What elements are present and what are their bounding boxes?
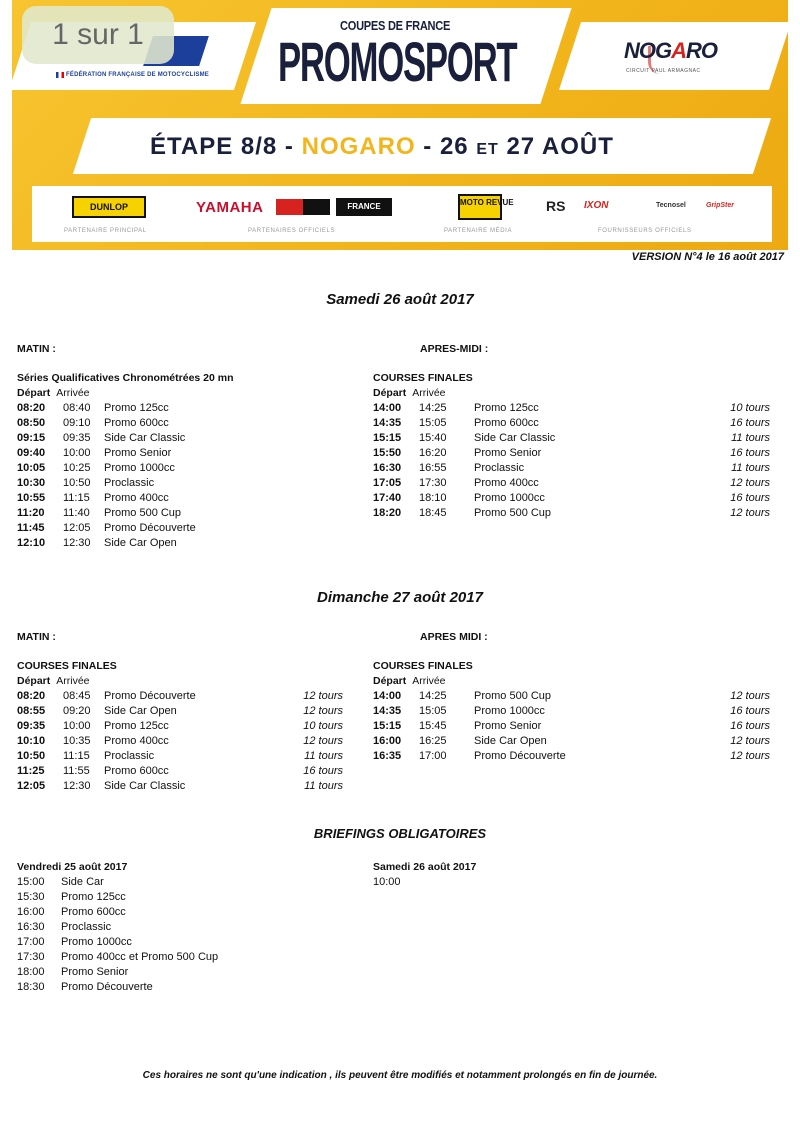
arrivee-time: 12:30: [63, 780, 91, 792]
table-row: [17, 431, 357, 446]
sun-matin-colheads: Départ Arrivée: [17, 675, 90, 687]
race-name: Promo 125cc: [474, 402, 539, 414]
table-row: [17, 764, 357, 779]
list-item: [17, 905, 357, 920]
list-item: [17, 980, 357, 995]
table-row: [17, 734, 357, 749]
sunday-title: Dimanche 27 août 2017: [317, 589, 483, 606]
arrivee-time: 12:05: [63, 522, 91, 534]
race-name: Promo 500 Cup: [474, 507, 552, 519]
race-name: Promo Senior: [474, 720, 542, 732]
list-item: [17, 875, 357, 890]
arrivee-time: 11:55: [63, 765, 90, 777]
briefing-time: 15:00: [17, 876, 45, 888]
laps: 12 tours: [730, 750, 770, 762]
arrivee-time: 16:55: [419, 462, 447, 474]
race-name: Promo 125cc: [104, 402, 169, 414]
france-logo: FRANCE: [336, 198, 392, 216]
depart-time: 12:05: [17, 780, 46, 792]
table-row: [373, 446, 773, 461]
race-name: Promo Découverte: [474, 750, 566, 762]
table-row: [373, 416, 773, 431]
page-indicator: 1 sur 1: [22, 6, 174, 64]
briefing-category: Promo 1000cc: [61, 936, 132, 948]
race-name: Promo 400cc: [104, 492, 169, 504]
briefing-saturday-rows: [373, 875, 713, 890]
arrivee-time: 10:50: [63, 477, 91, 489]
arrivee-time: 15:05: [419, 705, 447, 717]
depart-time: 16:00: [373, 735, 402, 747]
laps: 16 tours: [730, 705, 770, 717]
briefings-title: BRIEFINGS OBLIGATOIRES: [313, 826, 487, 841]
arrivee-time: 09:10: [63, 417, 91, 429]
dunlop-logo: DUNLOP: [72, 196, 146, 218]
sat-matin-colheads: Départ Arrivée: [17, 387, 90, 399]
race-name: Side Car Classic: [104, 780, 186, 792]
arrivee-time: 10:00: [63, 720, 91, 732]
laps: 12 tours: [730, 507, 770, 519]
table-row: [17, 689, 357, 704]
depart-time: 15:15: [373, 720, 402, 732]
sat-matin-header: Séries Qualificatives Chronométrées 20 mn: [17, 372, 234, 384]
saturday-title: Samedi 26 août 2017: [326, 291, 474, 308]
depart-time: 14:00: [373, 402, 402, 414]
laps: 12 tours: [730, 735, 770, 747]
laps: 11 tours: [304, 780, 343, 792]
briefing-category: Promo Senior: [61, 966, 129, 978]
briefing-friday-rows: [17, 875, 357, 995]
depart-time: 10:55: [17, 492, 46, 504]
race-name: Promo 1000cc: [104, 462, 175, 474]
table-row: [373, 431, 773, 446]
promosport-title: PROMOSPORT: [278, 30, 517, 93]
depart-time: 10:30: [17, 477, 46, 489]
table-row: [373, 719, 773, 734]
etape-title: ÉTAPE 8/8 - NOGARO - 26 ET 27 AOÛT: [150, 133, 614, 160]
caption-officiels: PARTENAIRES OFFICIELS: [248, 228, 336, 234]
depart-time: 10:10: [17, 735, 46, 747]
race-name: Promo 600cc: [104, 765, 169, 777]
race-name: Promo 125cc: [104, 720, 169, 732]
arrivee-time: 11:15: [63, 492, 90, 504]
sun-apm-rows: [373, 689, 773, 764]
arrivee-time: 08:45: [63, 690, 91, 702]
arrivee-time: 14:25: [419, 402, 447, 414]
depart-time: 11:20: [17, 507, 45, 519]
coupes-de-france-label: COUPES DE FRANCE: [340, 18, 451, 33]
table-row: [17, 416, 357, 431]
laps: 10 tours: [303, 720, 343, 732]
race-name: Promo 1000cc: [474, 705, 545, 717]
arrivee-time: 17:30: [419, 477, 447, 489]
caption-media: PARTENAIRE MÉDIA: [444, 228, 513, 234]
sun-matin-header: COURSES FINALES: [17, 660, 117, 672]
table-row: [17, 446, 357, 461]
table-row: [17, 461, 357, 476]
laps: 12 tours: [303, 705, 343, 717]
briefing-time: 18:00: [17, 966, 45, 978]
depart-time: 08:55: [17, 705, 46, 717]
arrivee-time: 16:25: [419, 735, 447, 747]
race-name: Proclassic: [474, 462, 525, 474]
sun-apm-colheads: Départ Arrivée: [373, 675, 446, 687]
arrivee-time: 10:00: [63, 447, 91, 459]
sat-matin-rows: [17, 401, 357, 551]
depart-time: 10:05: [17, 462, 46, 474]
depart-time: 11:25: [17, 765, 45, 777]
depart-time: 08:20: [17, 690, 46, 702]
race-name: Promo 500 Cup: [104, 507, 182, 519]
laps: 16 tours: [730, 447, 770, 459]
laps: 11 tours: [731, 462, 770, 474]
caption-fournisseurs: FOURNISSEURS OFFICIELS: [598, 228, 692, 234]
arrivee-time: 10:35: [63, 735, 91, 747]
briefing-category: Promo 400cc et Promo 500 Cup: [61, 951, 219, 963]
table-row: [17, 491, 357, 506]
laps: 12 tours: [730, 690, 770, 702]
table-row: [17, 536, 357, 551]
arrivee-time: 09:35: [63, 432, 91, 444]
table-row: [17, 401, 357, 416]
table-row: [373, 704, 773, 719]
briefing-time: 18:30: [17, 981, 45, 993]
briefing-friday-header: Vendredi 25 août 2017: [17, 861, 128, 873]
depart-time: 08:50: [17, 417, 46, 429]
list-item: [17, 935, 357, 950]
depart-time: 15:15: [373, 432, 402, 444]
briefing-time: 15:30: [17, 891, 45, 903]
gripster-logo: GripSter: [706, 202, 735, 209]
arrivee-time: 08:40: [63, 402, 91, 414]
race-name: Side Car Open: [104, 705, 177, 717]
sat-apm-colheads: Départ Arrivée: [373, 387, 446, 399]
race-name: Promo Découverte: [104, 690, 196, 702]
list-item: [17, 965, 357, 980]
briefing-time: 17:00: [17, 936, 45, 948]
race-name: Promo 600cc: [104, 417, 169, 429]
arrivee-time: 18:10: [419, 492, 447, 504]
ixon-logo: IXON: [584, 200, 609, 211]
version-label: VERSION N°4 le 16 août 2017: [631, 251, 784, 263]
nogaro-logo: NOGARO: [624, 38, 718, 63]
depart-time: 16:35: [373, 750, 402, 762]
table-row: [373, 734, 773, 749]
table-row: [373, 689, 773, 704]
briefing-time: 16:30: [17, 921, 45, 933]
list-item: [17, 920, 357, 935]
laps: 16 tours: [730, 492, 770, 504]
arrivee-time: 15:40: [419, 432, 447, 444]
table-row: [17, 476, 357, 491]
race-name: Promo 400cc: [104, 735, 169, 747]
table-row: [17, 704, 357, 719]
arrivee-time: 15:05: [419, 417, 447, 429]
depart-time: 12:10: [17, 537, 46, 549]
laps: 16 tours: [730, 720, 770, 732]
table-row: [17, 749, 357, 764]
table-row: [373, 506, 773, 521]
race-name: Side Car Open: [474, 735, 547, 747]
sat-apm-header: COURSES FINALES: [373, 372, 473, 384]
race-name: Side Car Classic: [474, 432, 556, 444]
sat-apm-rows: [373, 401, 773, 521]
briefing-time: 16:00: [17, 906, 45, 918]
arrivee-time: 15:45: [419, 720, 447, 732]
kn-logo-icon: [276, 199, 330, 215]
table-row: [373, 401, 773, 416]
table-row: [373, 476, 773, 491]
list-item: [17, 950, 357, 965]
footer-note: Ces horaires ne sont qu'une indication , ils peuvent être modifiés et notamment prolongés en fin de journée.: [142, 1070, 658, 1081]
race-name: Side Car Open: [104, 537, 177, 549]
race-name: Promo 600cc: [474, 417, 539, 429]
laps: 11 tours: [304, 750, 343, 762]
race-name: Proclassic: [104, 477, 155, 489]
depart-time: 14:35: [373, 705, 402, 717]
sun-apm-header: COURSES FINALES: [373, 660, 473, 672]
depart-time: 09:40: [17, 447, 46, 459]
depart-time: 14:35: [373, 417, 402, 429]
laps: 10 tours: [730, 402, 770, 414]
briefing-time: 10:00: [373, 876, 401, 888]
depart-time: 17:05: [373, 477, 402, 489]
depart-time: 17:40: [373, 492, 402, 504]
race-name: Promo 400cc: [474, 477, 539, 489]
depart-time: 15:50: [373, 447, 402, 459]
laps: 12 tours: [730, 477, 770, 489]
race-name: Proclassic: [104, 750, 155, 762]
briefing-category: Side Car: [61, 876, 104, 888]
table-row: [17, 521, 357, 536]
table-row: [373, 461, 773, 476]
table-row: [373, 491, 773, 506]
race-name: Promo 500 Cup: [474, 690, 552, 702]
arrivee-time: 14:25: [419, 690, 447, 702]
nogaro-subtitle: CIRCUIT PAUL ARMAGNAC: [626, 68, 701, 74]
laps: 11 tours: [731, 432, 770, 444]
briefing-category: Promo Découverte: [61, 981, 153, 993]
laps: 12 tours: [303, 690, 343, 702]
depart-time: 10:50: [17, 750, 46, 762]
list-item: [373, 875, 713, 890]
race-name: Promo Senior: [474, 447, 542, 459]
depart-time: 09:15: [17, 432, 46, 444]
depart-time: 14:00: [373, 690, 402, 702]
yamaha-logo: YAMAHA: [196, 199, 264, 216]
table-row: [17, 506, 357, 521]
tecnosel-logo: Tecnosel: [656, 202, 686, 209]
caption-principal: PARTENAIRE PRINCIPAL: [64, 228, 147, 234]
briefing-category: Promo 125cc: [61, 891, 126, 903]
arrivee-time: 10:25: [63, 462, 91, 474]
arrivee-time: 11:15: [63, 750, 90, 762]
briefing-category: Proclassic: [61, 921, 112, 933]
depart-time: 08:20: [17, 402, 46, 414]
depart-time: 11:45: [17, 522, 45, 534]
sun-matin-label: MATIN :: [17, 631, 56, 643]
depart-time: 16:30: [373, 462, 402, 474]
sat-apm-label: APRES-MIDI :: [420, 343, 489, 355]
ffm-text: FÉDÉRATION FRANÇAISE DE MOTOCYCLISME: [66, 72, 209, 78]
arrivee-time: 18:45: [419, 507, 447, 519]
table-row: [17, 719, 357, 734]
sun-matin-rows: [17, 689, 357, 794]
table-row: [373, 749, 773, 764]
laps: 12 tours: [303, 735, 343, 747]
arrivee-time: 16:20: [419, 447, 447, 459]
briefing-category: Promo 600cc: [61, 906, 126, 918]
sun-apm-label: APRES MIDI :: [420, 631, 488, 643]
list-item: [17, 890, 357, 905]
rs-logo: RS: [546, 198, 566, 214]
arrivee-time: 09:20: [63, 705, 91, 717]
laps: 16 tours: [303, 765, 343, 777]
briefing-time: 17:30: [17, 951, 45, 963]
race-name: Promo Senior: [104, 447, 172, 459]
depart-time: 18:20: [373, 507, 402, 519]
table-row: [17, 779, 357, 794]
race-name: Side Car Classic: [104, 432, 186, 444]
depart-time: 09:35: [17, 720, 46, 732]
sat-matin-label: MATIN :: [17, 343, 56, 355]
laps: 16 tours: [730, 417, 770, 429]
briefing-saturday-header: Samedi 26 août 2017: [373, 861, 477, 873]
race-name: Promo 1000cc: [474, 492, 545, 504]
french-flag-icon: [56, 72, 64, 78]
moto-revue-logo: MOTO REVUE: [458, 194, 502, 220]
race-name: Promo Découverte: [104, 522, 196, 534]
arrivee-time: 17:00: [419, 750, 447, 762]
arrivee-time: 12:30: [63, 537, 91, 549]
arrivee-time: 11:40: [63, 507, 90, 519]
